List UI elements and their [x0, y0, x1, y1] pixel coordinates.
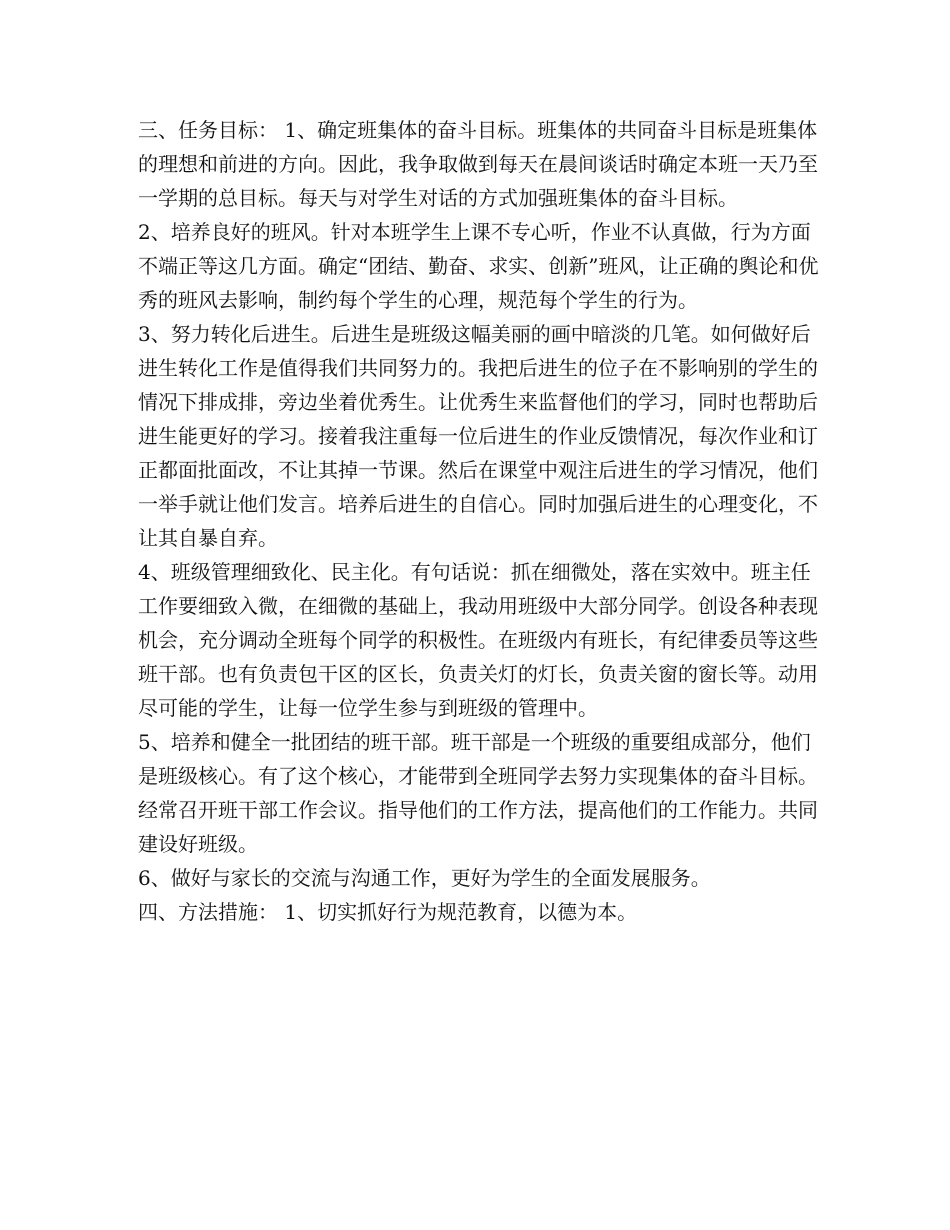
paragraph-class-cadres: 5、培养和健全一批团结的班干部。班干部是一个班级的重要组成部分，他们是班级核心。有了这个核心，才能带到全班同学去努力实现集体的奋斗目标。经常召开班干部工作会议。指导他们的工作方法，提高他们的工作能力。共同建设好班级。 — [138, 730, 818, 856]
paragraph-class-style: 2、培养良好的班风。针对本班学生上课不专心听，作业不认真做，行为方面不端正等这几方面。确定“团结、勤奋、求实、创新”班风，让正确的舆论和优秀的班风去影响，制约每个学生的心理，规范每个学生的行为。 — [138, 220, 819, 312]
document-body — [138, 113, 828, 929]
paragraph-task-goals: 三、任务目标： 1、确定班集体的奋斗目标。班集体的共同奋斗目标是班集体的理想和前进的方向。因此，我争取做到每天在晨间谈话时确定本班一天乃至一学期的总目标。每天与对学生对话的方式加强班集体的奋斗目标。 — [138, 118, 818, 210]
paragraph-parent-communication: 6、做好与家长的交流与沟通工作，更好为学生的全面发展服务。 — [138, 866, 711, 890]
paragraph-underachievers: 3、努力转化后进生。后进生是班级这幅美丽的画中暗淡的几笔。如何做好后进生转化工作是值得我们共同努力的。我把后进生的位子在不影响别的学生的情况下排成排，旁边坐着优秀生。让优秀生来监督他们的学习，同时也帮助后进生能更好的学习。接着我注重每一位后进生的作业反馈情况，每次作业和订正都面批面改，不让其掉一节课。然后在课堂中观注后进生的学习情况，他们一举手就让他们发言。培养后进生的自信心。同时加强后进生的心理变化，不让其自暴自弃。 — [138, 322, 818, 550]
paragraph-class-management: 4、班级管理细致化、民主化。有句话说：抓在细微处，落在实效中。班主任工作要细致入微，在细微的基础上，我动用班级中大部分同学。创设各种表现机会，充分调动全班每个同学的积极性。在班级内有班长，有纪律委员等这些班干部。也有负责包干区的区长，负责关灯的灯长，负责关窗的窗长等。动用尽可能的学生，让每一位学生参与到班级的管理中。 — [138, 560, 818, 720]
paragraph-methods: 四、方法措施： 1、切实抓好行为规范教育，以德为本。 — [138, 900, 638, 924]
